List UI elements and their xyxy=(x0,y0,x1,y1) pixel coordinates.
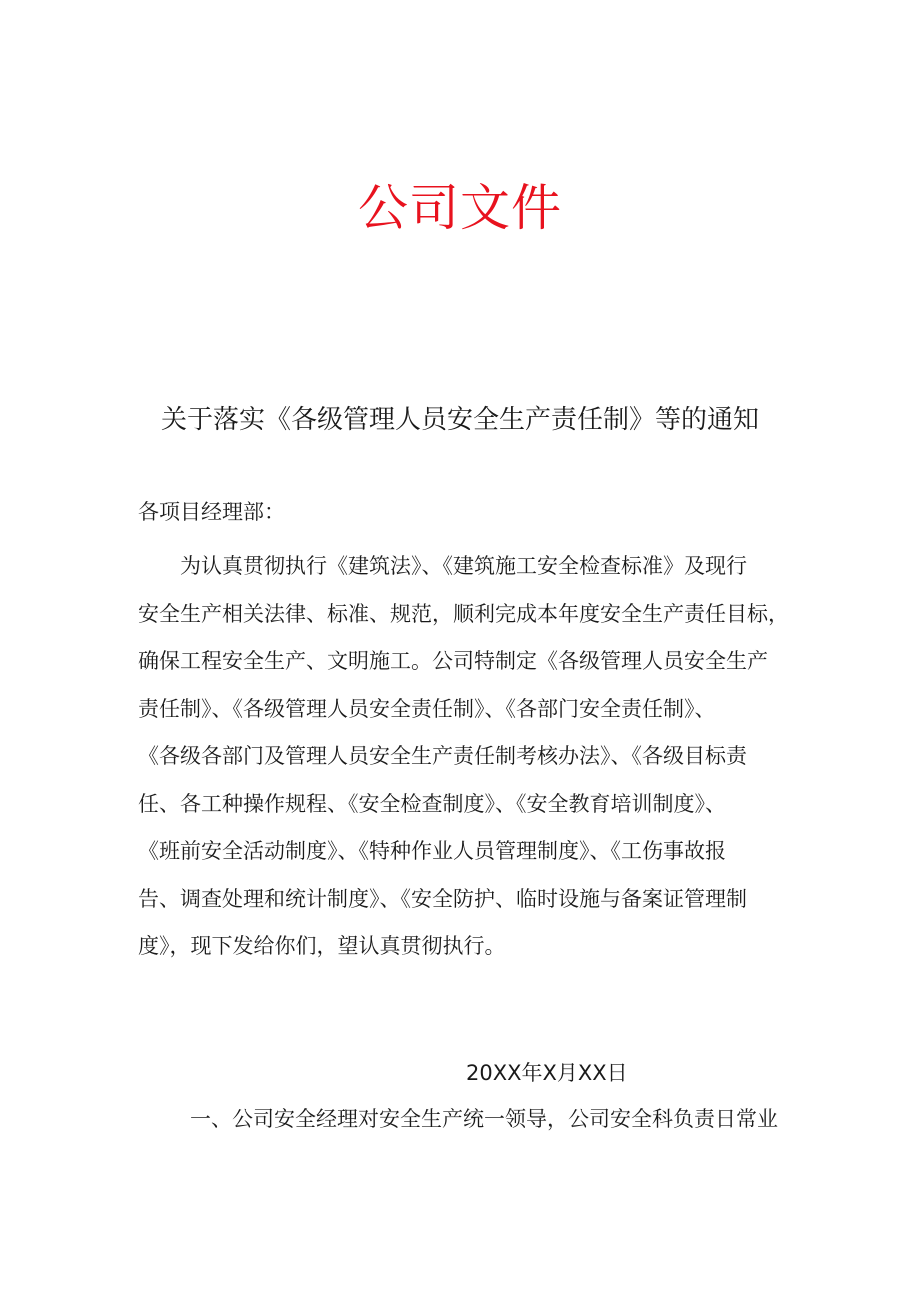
document-date: 20XX年X月XX日 xyxy=(466,1061,628,1085)
body-line: 《班前安全活动制度》、《特种作业人员管理制度》、《工伤事故报 xyxy=(138,839,726,863)
body-line: 《各级各部门及管理人员安全生产责任制考核办法》、《各级目标责 xyxy=(138,744,747,768)
body-line: 告、调查处理和统计制度》、《安全防护、临时设施与备案证管理制 xyxy=(138,886,747,911)
body-line: 责任制》、《各级管理人员安全责任制》、《各部门安全责任制》、 xyxy=(138,696,716,721)
body-paragraph xyxy=(138,543,788,971)
body-line: 为认真贯彻执行《建筑法》、《建筑施工安全检查标准》及现行 xyxy=(180,554,747,578)
body-line: 任、各工种操作规程、《安全检查制度》、《安全教育培训制度》、 xyxy=(138,791,726,816)
body-line: 安全生产相关法律、标准、规范，顺利完成本年度安全生产责任目标， xyxy=(138,601,789,626)
list-item-1: 一、公司安全经理对安全生产统一领导，公司安全科负责日常业 xyxy=(190,1107,778,1131)
salutation: 各项目经理部： xyxy=(138,500,285,524)
document-title: 关于落实《各级管理人员安全生产责任制》等的通知 xyxy=(160,405,759,435)
document-header: 公司文件 xyxy=(358,179,562,237)
body-line: 度》，现下发给你们，望认真贯彻执行。 xyxy=(138,934,506,958)
body-line: 确保工程安全生产、文明施工。公司特制定《各级管理人员安全生产 xyxy=(138,649,768,673)
